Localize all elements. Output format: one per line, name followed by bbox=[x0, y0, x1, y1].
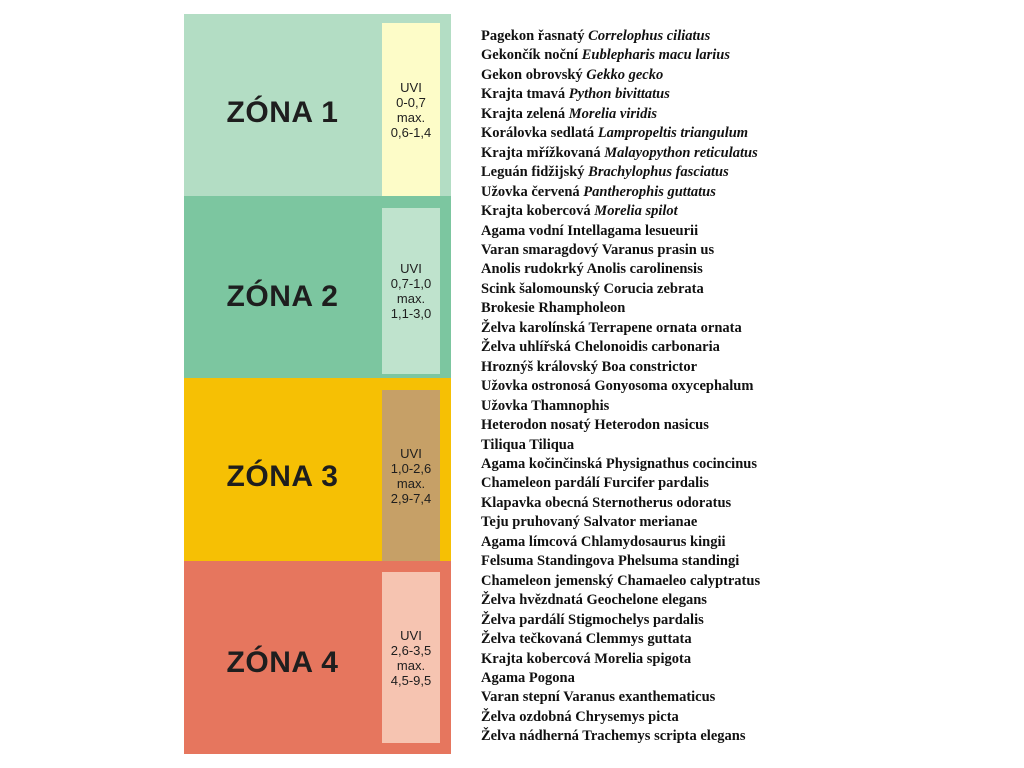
species-item bbox=[481, 27, 760, 46]
species-common-name: Pagekon řasnatý bbox=[481, 28, 585, 44]
species-common-name: Krajta mřížkovaná bbox=[481, 144, 601, 161]
species-common-name: Želva tečkovaná Clemmys guttata bbox=[481, 631, 692, 648]
species-item bbox=[481, 552, 760, 571]
species-list bbox=[481, 27, 760, 747]
species-common-name: Krajta kobercová bbox=[481, 203, 591, 220]
species-common-name: Agama vodní Intellagama lesueurii bbox=[481, 222, 699, 239]
species-latin-name: Malayopython reticulatus bbox=[604, 144, 758, 161]
zone-2-uvi-range: 0,7-1,0 bbox=[390, 276, 432, 291]
species-common-name: Felsuma Standingova Phelsuma standingi bbox=[481, 553, 740, 570]
zone-1-band bbox=[184, 14, 451, 196]
species-item bbox=[481, 202, 760, 221]
species-common-name: Užovka Thamnophis bbox=[481, 397, 610, 414]
species-item bbox=[481, 669, 760, 688]
species-latin-name: Gekko gecko bbox=[586, 66, 664, 83]
species-common-name: Agama límcová Chlamydosaurus kingii bbox=[481, 533, 726, 550]
zone-3-uvi-title: UVI bbox=[400, 445, 422, 461]
species-item bbox=[481, 727, 760, 746]
zone-3-band bbox=[184, 378, 451, 561]
species-common-name: Želva uhlířská Chelonoidis carbonaria bbox=[481, 339, 720, 356]
zone-2-max-range: 1,1-3,0 bbox=[390, 306, 432, 321]
zone-3-max-label: max. bbox=[396, 475, 426, 491]
zone-1-max-label: max. bbox=[396, 109, 426, 125]
species-item bbox=[481, 124, 760, 143]
species-common-name: Varan smaragdový Varanus prasin us bbox=[481, 241, 715, 258]
species-latin-name: Pantherophis guttatus bbox=[583, 183, 716, 200]
species-item bbox=[481, 416, 760, 435]
species-common-name: Heterodon nosatý Heterodon nasicus bbox=[481, 417, 709, 434]
zone-3-max-range: 2,9-7,4 bbox=[390, 490, 432, 506]
species-item bbox=[481, 222, 760, 241]
species-item bbox=[481, 513, 760, 532]
zone-4-uvi-box bbox=[382, 572, 440, 743]
species-item bbox=[481, 299, 760, 318]
species-item bbox=[481, 144, 760, 163]
species-common-name: Gekončík noční bbox=[481, 47, 579, 64]
species-item bbox=[481, 260, 760, 279]
zone-3-uvi-range: 1,0-2,6 bbox=[390, 460, 432, 476]
species-common-name: Želva hvězdnatá Geochelone elegans bbox=[481, 592, 707, 609]
species-common-name: Užovka červená bbox=[481, 183, 580, 200]
species-common-name: Anolis rudokrký Anolis carolinensis bbox=[481, 261, 703, 278]
species-common-name: Chameleon jemenský Chamaeleo calyptratus bbox=[481, 572, 761, 589]
zone-4-max-label: max. bbox=[396, 657, 426, 673]
species-common-name: Užovka ostronosá Gonyosoma oxycephalum bbox=[481, 378, 754, 395]
species-item bbox=[481, 280, 760, 299]
species-latin-name: Lampropeltis triangulum bbox=[597, 125, 749, 142]
species-common-name: Leguán fidžijský bbox=[481, 164, 585, 181]
species-item bbox=[481, 533, 760, 552]
species-item bbox=[481, 650, 760, 669]
zone-2-uvi-title: UVI bbox=[400, 261, 422, 276]
zone-2-band bbox=[184, 196, 451, 378]
species-common-name: Varan stepní Varanus exanthematicus bbox=[481, 689, 716, 706]
species-item bbox=[481, 163, 760, 182]
species-item bbox=[481, 46, 760, 65]
species-common-name: Tiliqua Tiliqua bbox=[481, 436, 575, 453]
species-common-name: Agama kočinčinská Physignathus cocincinus bbox=[481, 455, 757, 472]
species-latin-name: Correlophus ciliatus bbox=[588, 28, 711, 44]
species-item bbox=[481, 591, 760, 610]
zone-2-uvi-box bbox=[382, 208, 440, 374]
species-item bbox=[481, 397, 760, 416]
species-common-name: Želva ozdobná Chrysemys picta bbox=[481, 708, 679, 725]
zone-1-uvi-range: 0-0,7 bbox=[396, 94, 426, 110]
species-item bbox=[481, 105, 760, 124]
zone-4-uvi-range: 2,6-3,5 bbox=[390, 642, 432, 658]
species-latin-name: Python bivittatus bbox=[568, 86, 670, 103]
zone-4-uvi-title: UVI bbox=[400, 627, 422, 643]
species-item bbox=[481, 688, 760, 707]
species-item bbox=[481, 358, 760, 377]
species-item bbox=[481, 494, 760, 513]
species-common-name: Gekon obrovský bbox=[481, 66, 583, 83]
species-item bbox=[481, 319, 760, 338]
species-item bbox=[481, 85, 760, 104]
species-latin-name: Eublepharis macu larius bbox=[581, 47, 730, 64]
species-common-name: Teju pruhovaný Salvator merianae bbox=[481, 514, 698, 531]
species-common-name: Agama Pogona bbox=[481, 669, 575, 686]
zone-1-max-range: 0,6-1,4 bbox=[390, 124, 432, 140]
species-item bbox=[481, 241, 760, 260]
species-item bbox=[481, 630, 760, 649]
species-common-name: Želva karolínská Terrapene ornata ornata bbox=[481, 319, 742, 336]
species-item bbox=[481, 183, 760, 202]
zone-4-label: ZÓNA 4 bbox=[226, 646, 339, 679]
species-common-name: Krajta zelená bbox=[481, 105, 566, 122]
species-common-name: Brokesie Rhampholeon bbox=[481, 300, 626, 317]
species-latin-name: Brachylophus fasciatus bbox=[588, 164, 729, 181]
species-common-name: Hroznýš královský Boa constrictor bbox=[481, 358, 698, 375]
species-item bbox=[481, 66, 760, 85]
species-common-name: Chameleon pardálí Furcifer pardalis bbox=[481, 475, 709, 492]
species-item bbox=[481, 474, 760, 493]
species-item bbox=[481, 436, 760, 455]
species-common-name: Krajta tmavá bbox=[481, 86, 566, 103]
zone-1-label: ZÓNA 1 bbox=[226, 96, 339, 129]
zone-2-label: ZÓNA 2 bbox=[226, 280, 339, 313]
zone-3-uvi-box bbox=[382, 390, 440, 561]
species-item bbox=[481, 338, 760, 357]
species-common-name: Scink šalomounský Corucia zebrata bbox=[481, 280, 704, 297]
zone-4-band bbox=[184, 561, 451, 754]
species-latin-name: Morelia viridis bbox=[568, 105, 657, 122]
species-common-name: Želva nádherná Trachemys scripta elegans bbox=[481, 728, 746, 745]
species-item bbox=[481, 572, 760, 591]
zone-4-max-range: 4,5-9,5 bbox=[390, 672, 432, 688]
zone-2-max-label: max. bbox=[396, 291, 426, 306]
species-item bbox=[481, 377, 760, 396]
zone-1-uvi-title: UVI bbox=[400, 79, 422, 95]
species-common-name: Krajta kobercová Morelia spigota bbox=[481, 650, 692, 667]
species-item bbox=[481, 611, 760, 630]
species-common-name: Želva pardálí Stigmochelys pardalis bbox=[481, 611, 704, 628]
species-latin-name: Morelia spilot bbox=[594, 203, 678, 220]
zone-1-uvi-box bbox=[382, 23, 440, 196]
species-common-name: Korálovka sedlatá bbox=[481, 125, 595, 142]
species-item bbox=[481, 455, 760, 474]
species-common-name: Klapavka obecná Sternotherus odoratus bbox=[481, 494, 732, 511]
species-item bbox=[481, 708, 760, 727]
zone-3-label: ZÓNA 3 bbox=[226, 460, 339, 493]
